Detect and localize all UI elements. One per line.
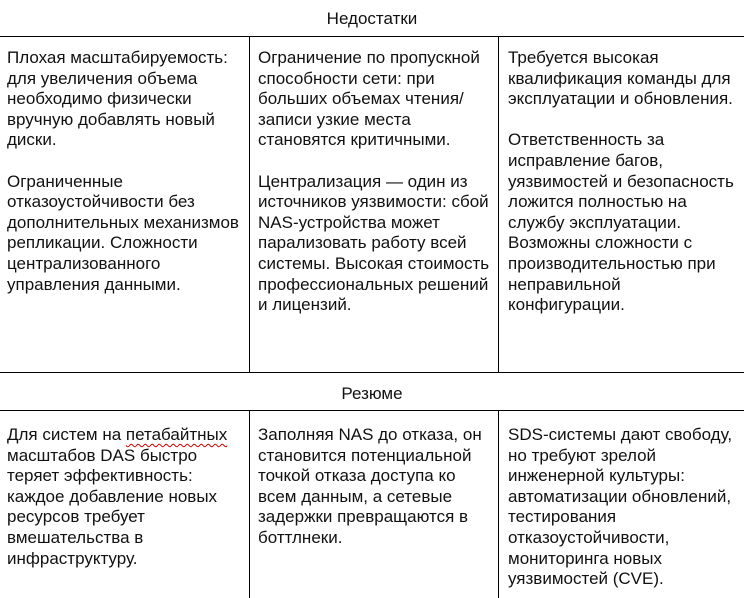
drawbacks-cell-3-para-1: Требуется высокая квалификация команды для эксплуатации и обновления. [508, 48, 733, 109]
section-title-drawbacks: Недостатки [326, 9, 418, 28]
drawbacks-cell-2-para-2: Централизация — один из источников уязвимости: сбой NAS-устройства может парализовать работу всей системы. Высокая стоимость профессиональных решений и лицензий. [258, 171, 490, 315]
summary-cell-2 [258, 425, 494, 549]
col-divider-1a [249, 36, 250, 372]
summary-cell-1-after: масштабов DAS быстро теряет эффективность: каждое добавление новых ресурсов требует вмешательства в инфраструктуру. [7, 445, 218, 568]
col-divider-2a [498, 36, 499, 372]
drawbacks-cell-1-para-1: Плохая масштабируемость: для увеличения объема необходимо физически вручную добавлять новый диски. [7, 48, 228, 150]
summary-cell-3 [508, 425, 741, 590]
drawbacks-cell-2 [258, 48, 494, 316]
section-title-summary: Резюме [341, 384, 403, 403]
summary-cell-3-text: SDS-системы дают свободу, но требуют зрелой инженерной культуры: автоматизации обновлений, тестирования отказоустойчивости, мониторинга новых уязвимостей (CVE). [508, 425, 733, 589]
divider-top [0, 36, 744, 37]
summary-cell-1 [7, 425, 245, 569]
drawbacks-cell-3 [508, 48, 741, 316]
summary-cell-1-text [7, 425, 245, 569]
col-divider-1b [249, 410, 250, 598]
col-divider-2b [498, 410, 499, 598]
divider-mid [0, 372, 744, 373]
divider-summary [0, 410, 744, 411]
spellcheck-marked-word: петабайтных [125, 425, 228, 444]
drawbacks-cell-2-para-1: Ограничение по пропускной способности сети: при больших объемах чтения/записи узкие места становятся критичными. [258, 48, 480, 150]
summary-cell-1-before: Для систем на [7, 425, 126, 444]
drawbacks-cell-1-para-2: Ограниченные отказоустойчивости без дополнительных механизмов репликации. Сложности централизованного управления данными. [7, 171, 239, 294]
summary-cell-2-text: Заполняя NAS до отказа, он становится потенциальной точкой отказа доступа ко всем данным, а сетевые задержки превращаются в боттлнеки. [258, 425, 482, 547]
drawbacks-cell-1 [7, 48, 245, 295]
drawbacks-cell-3-para-2: Ответственность за исправление багов, уязвимостей и безопасность ложится полностью на службу эксплуатации. Возможны сложности с производительностью при неправильной конфигурации. [508, 130, 734, 315]
